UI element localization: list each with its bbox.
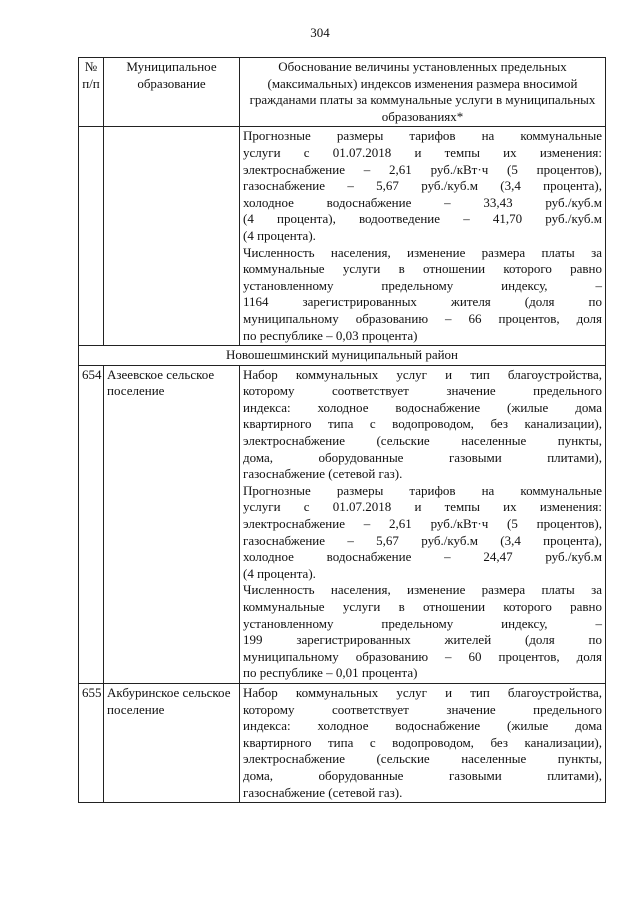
text-line: газоснабжение – 5,67 руб./куб.м (3,4 процента), xyxy=(243,178,602,194)
text-line: электроснабжение (сельские населенные пункты, xyxy=(243,433,602,449)
text-line: квартирного типа с водопроводом, без канализации), xyxy=(243,416,602,432)
text-line: коммунальные услуги в отношении которого равно xyxy=(243,599,602,614)
row-number: 655 xyxy=(79,683,104,802)
row-name-cell xyxy=(104,127,240,346)
text-line: Численность населения, изменение размера платы за xyxy=(243,582,602,598)
text-line: Набор коммунальных услуг и тип благоустройства, xyxy=(243,366,602,382)
text-line: услуги с 01.07.2018 и темпы их изменения: xyxy=(243,499,602,515)
text-line: по республике – 0,03 процента) xyxy=(243,327,418,343)
text-line: газоснабжение – 5,67 руб./куб.м (3,4 процента), xyxy=(243,532,602,548)
text-line: индекса: холодное водоснабжение (жилые дома xyxy=(243,718,602,734)
text-line: которому соответствует значение предельного xyxy=(243,701,602,717)
text-line: (4 процента). xyxy=(243,227,316,243)
text-line: установленному предельному индексу, – xyxy=(243,277,602,293)
text-line: газоснабжение (сетевой газ). xyxy=(243,784,403,800)
table-header-row xyxy=(79,58,606,127)
table-row xyxy=(79,365,606,683)
text-line: холодное водоснабжение – 33,43 руб./куб.м xyxy=(243,194,602,210)
text-line: муниципальному образованию – 60 процентов, доля xyxy=(243,648,602,664)
row-justification-cell xyxy=(240,365,606,683)
row-municipality: Азеевское сельское поселение xyxy=(104,365,240,683)
text-line: 1164 зарегистрированных жителя (доля по xyxy=(243,294,602,310)
text-line: установленному предельному индексу, – xyxy=(243,615,602,631)
text-line: электроснабжение – 2,61 руб./кВт·ч (5 процентов), xyxy=(243,516,602,532)
text-line: муниципальному образованию – 66 процентов, доля xyxy=(243,310,602,326)
text-line: газоснабжение (сетевой газ). xyxy=(243,466,403,482)
text-line: электроснабжение (сельские населенные пункты, xyxy=(243,751,602,767)
text-line: услуги с 01.07.2018 и темпы их изменения: xyxy=(243,144,602,160)
header-justification: Обоснование величины установленных предельных (максимальных) индексов изменения размера вносимой гражданами платы за коммунальные услуги в муниципальных образованиях* xyxy=(240,58,606,127)
text-line: по республике – 0,01 процента) xyxy=(243,665,418,681)
justification-lines xyxy=(243,685,602,801)
region-row xyxy=(79,346,606,366)
row-municipality: Акбуринское сельское поселение xyxy=(104,683,240,802)
justification-lines xyxy=(243,128,602,344)
text-line: Набор коммунальных услуг и тип благоустройства, xyxy=(243,684,602,700)
text-line: 199 зарегистрированных жителей (доля по xyxy=(243,632,602,648)
header-municipality: Муниципальное образование xyxy=(104,58,240,127)
text-line: электроснабжение – 2,61 руб./кВт·ч (5 процентов), xyxy=(243,161,602,177)
text-line: Прогнозные размеры тарифов на коммунальные xyxy=(243,128,602,144)
text-line: Прогнозные размеры тарифов на коммунальные xyxy=(243,482,602,498)
text-line: дома, оборудованные газовыми плитами), xyxy=(243,449,602,465)
text-line: (4 процента), водоотведение – 41,70 руб./куб.м xyxy=(243,211,602,227)
text-line: дома, оборудованные газовыми плитами), xyxy=(243,767,602,783)
text-line: квартирного типа с водопроводом, без канализации), xyxy=(243,734,602,750)
region-title: Новошешминский муниципальный район xyxy=(79,346,606,366)
row-number-cell xyxy=(79,127,104,346)
justification-lines xyxy=(243,367,602,682)
tariff-table xyxy=(78,57,606,803)
table-row xyxy=(79,683,606,802)
page-number: 304 xyxy=(310,25,330,40)
text-line: которому соответствует значение предельного xyxy=(243,383,602,399)
row-justification-cell xyxy=(240,683,606,802)
table-row-continued xyxy=(79,127,606,346)
text-line: индекса: холодное водоснабжение (жилые дома xyxy=(243,399,602,415)
text-line: (4 процента). xyxy=(243,565,316,581)
text-line: холодное водоснабжение – 24,47 руб./куб.м xyxy=(243,549,602,565)
row-justification-cell xyxy=(240,127,606,346)
header-number: № п/п xyxy=(79,58,104,127)
text-line: коммунальные услуги в отношении которого равно xyxy=(243,261,602,277)
text-line: Численность населения, изменение размера платы за xyxy=(243,244,602,260)
row-number: 654 xyxy=(79,365,104,683)
